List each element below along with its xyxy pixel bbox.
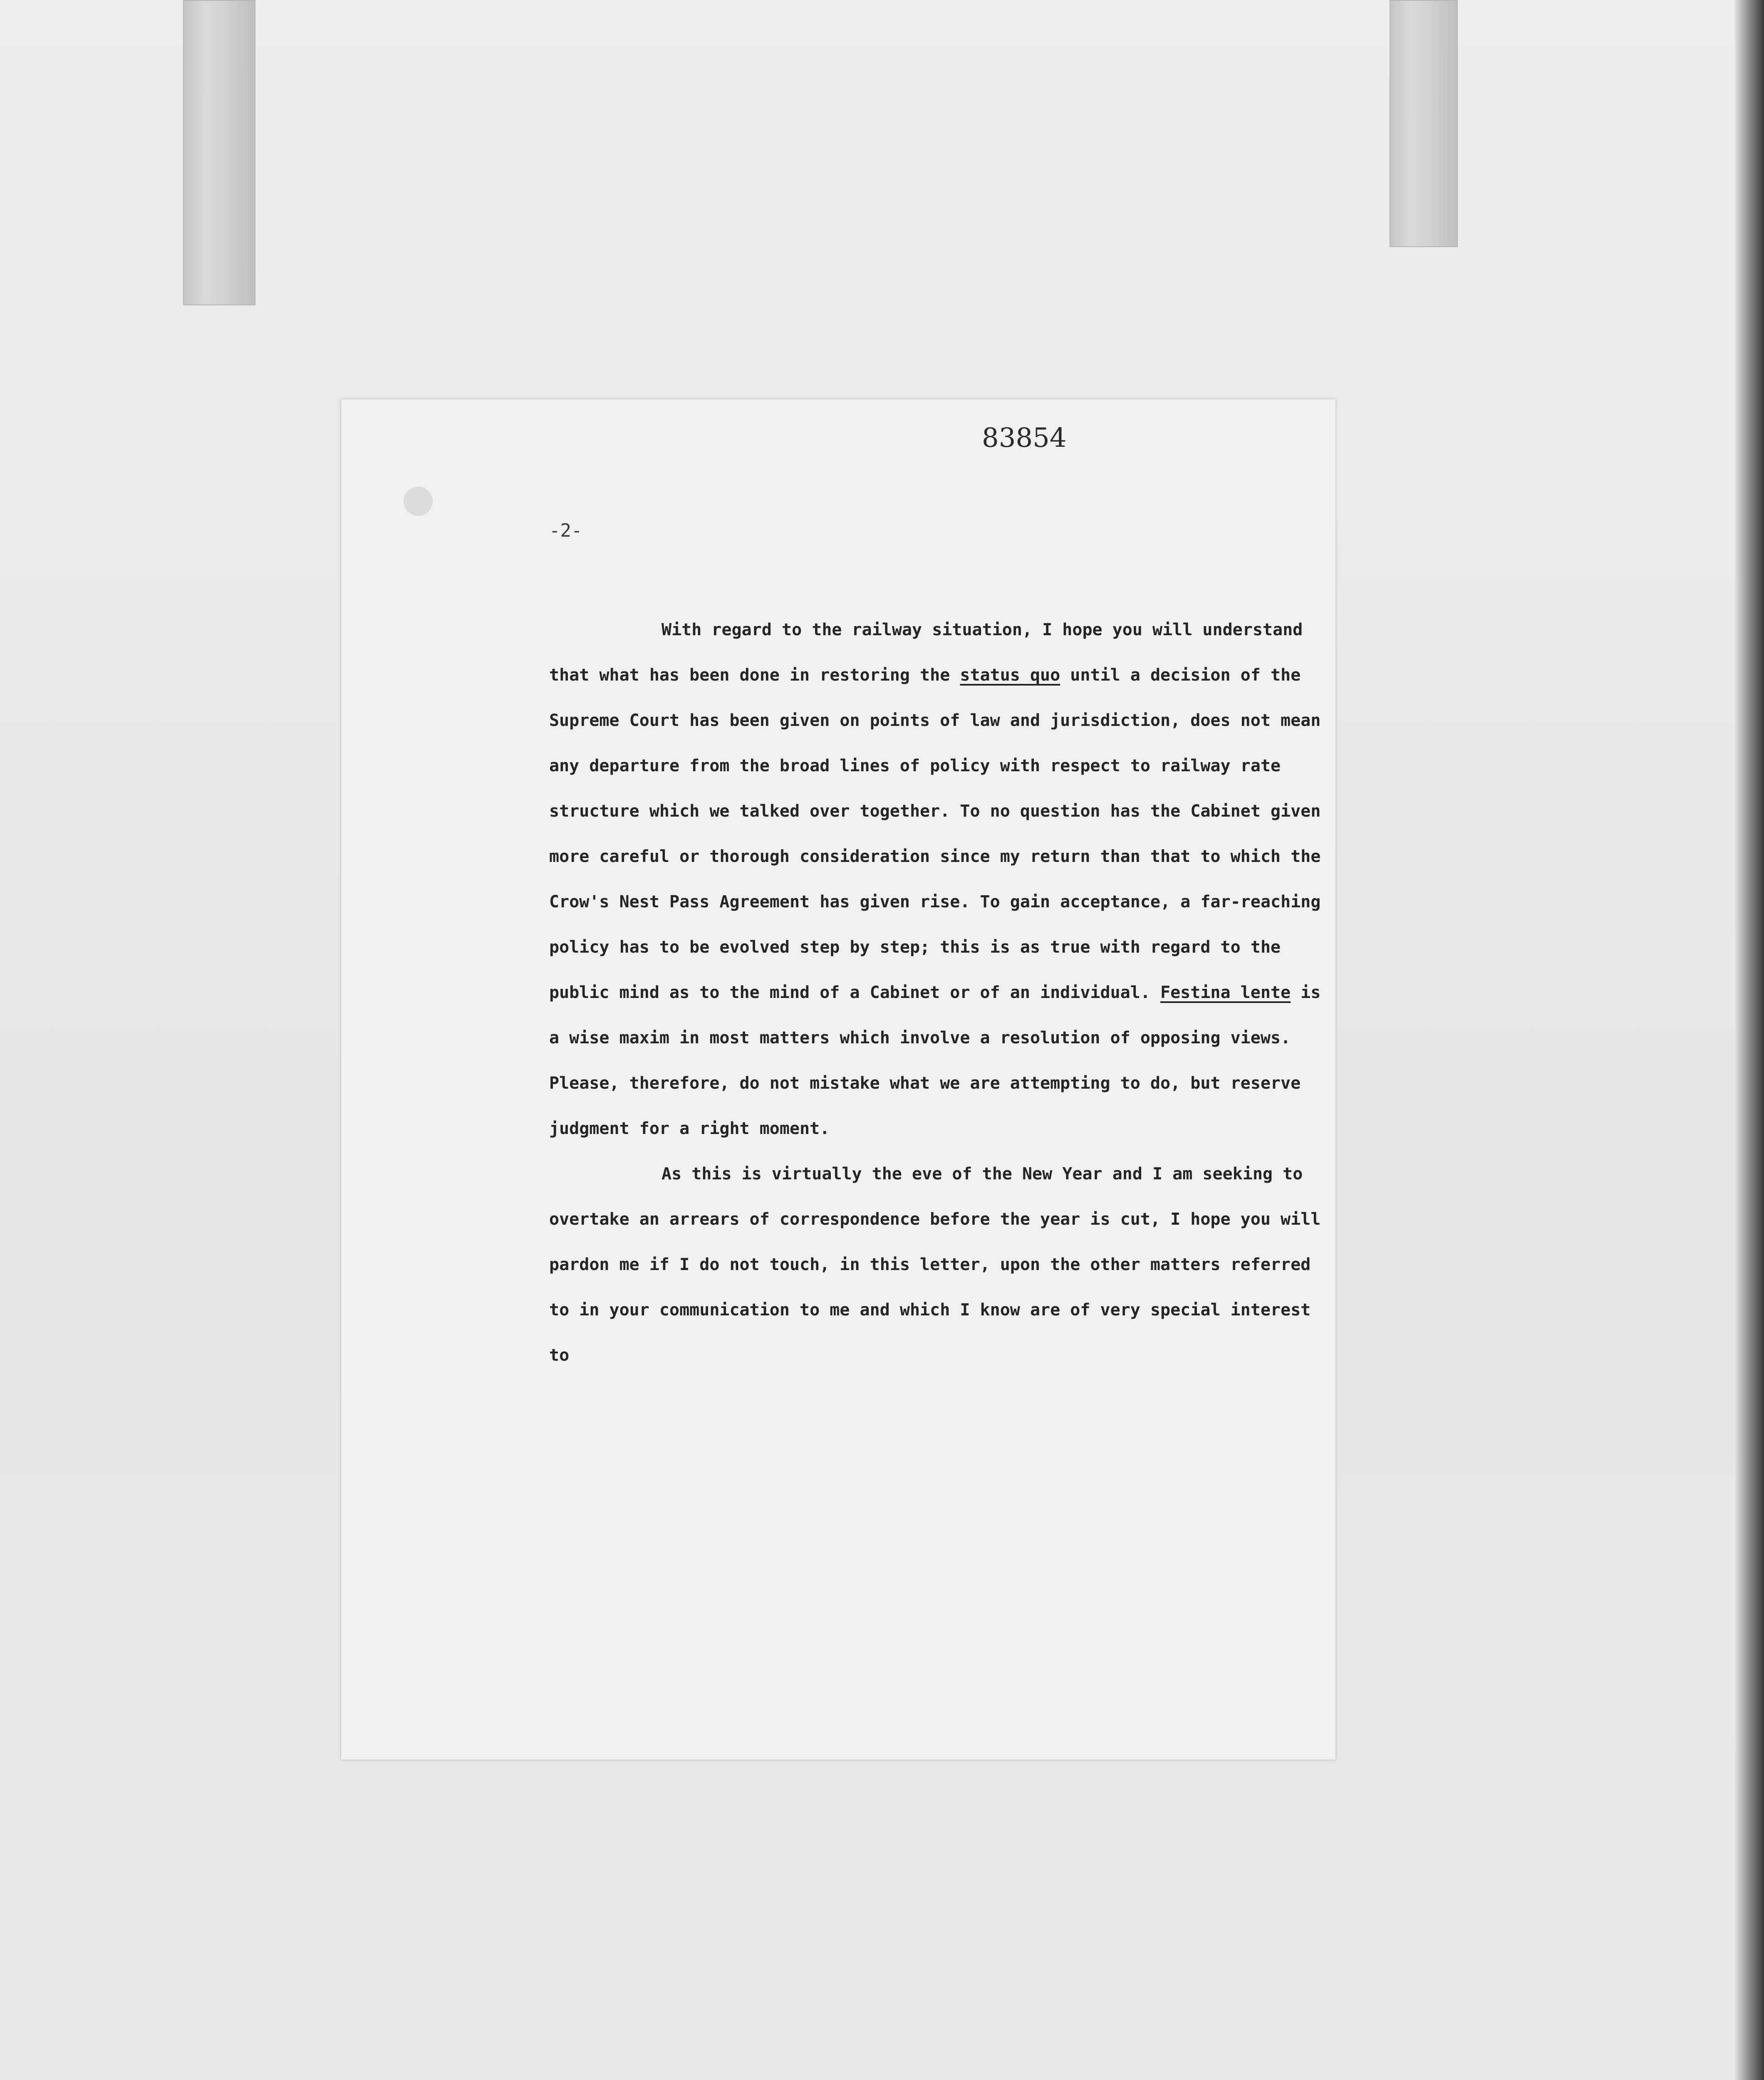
paragraph-railway xyxy=(549,607,1327,1151)
underlined-festina-lente: Festina lente xyxy=(1160,983,1291,1002)
letter-body xyxy=(549,607,1327,1378)
paragraph-new-year: As this is virtually the eve of the New Year and I am seeking to overtake an arrears of correspondence before the year is cut, I hope you will pardon me if I do not touch, in this letter, upon the other matters referred to in your communication to me and which I know are of very special interest to xyxy=(549,1164,1321,1365)
paragraph-railway-text-3: is a wise maxim in most matters which involve a resolution of opposing views. Please, therefore, do not mistake what we are attempting to do, but reserve judgment for a right moment. xyxy=(549,983,1321,1138)
underlined-status-quo: status quo xyxy=(960,666,1060,685)
tape-strip-top-right xyxy=(1390,0,1458,247)
paragraph-railway-text-1: With regard to the railway situation, I hope you will understand that what has been done in restoring the xyxy=(549,620,1303,685)
punch-hole xyxy=(404,487,433,516)
paragraph-railway-text-2: until a decision of the Supreme Court has been given on points of law and jurisdiction, does not mean any departure from the broad lines of policy with respect to railway rate structure which we talked over together. To no question has the Cabinet given more careful or thorough consideration since my return than that to which the Crow's Nest Pass Agreement has given rise. To gain acceptance, a far-reaching policy has to be evolved step by step; this is as true with regard to the public mind as to the mind of a Cabinet or of an individual. xyxy=(549,666,1321,1002)
tape-strip-top-left xyxy=(183,0,255,305)
film-edge-shadow xyxy=(1735,0,1764,2080)
document-number: 83854 xyxy=(982,423,1067,453)
letter-page xyxy=(341,399,1335,1760)
page-number: -2- xyxy=(549,520,582,541)
